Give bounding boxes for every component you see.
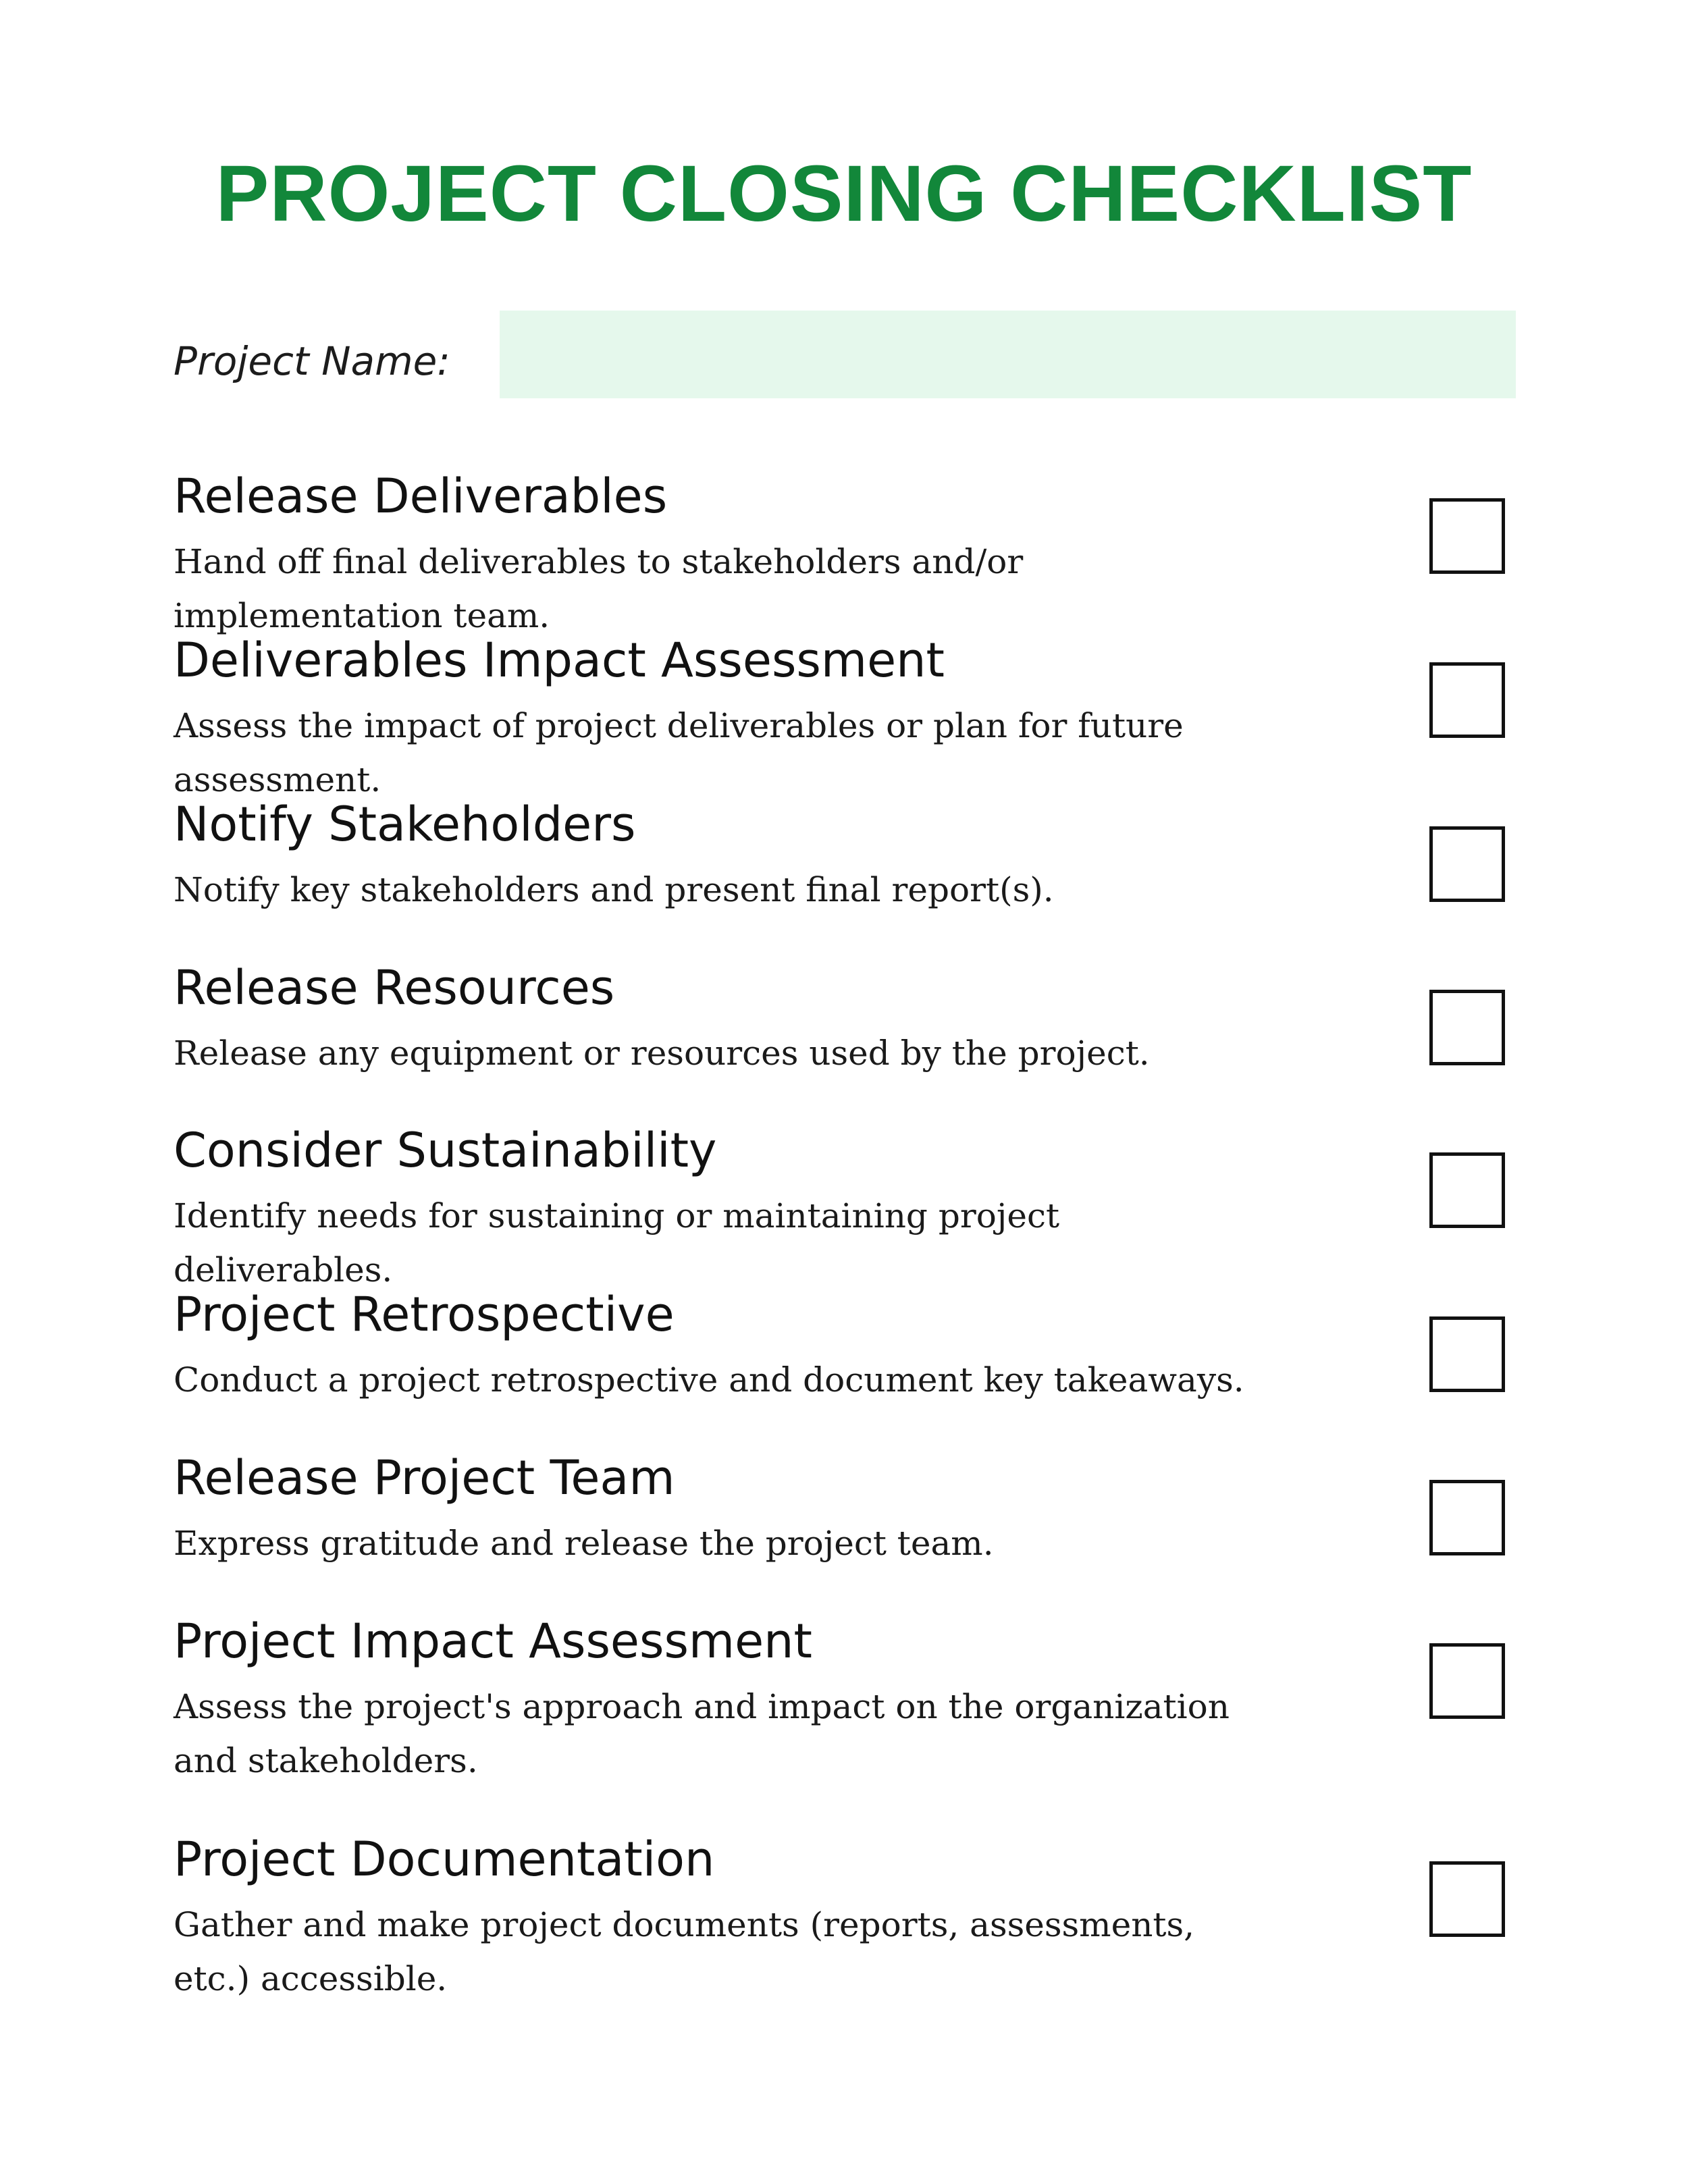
project-name-label: Project Name:	[174, 338, 450, 384]
item-checkbox[interactable]	[1429, 662, 1505, 738]
item-title: Project Retrospective	[174, 1287, 675, 1342]
item-title: Project Documentation	[174, 1832, 715, 1887]
item-title: Release Resources	[174, 960, 615, 1015]
item-description: Release any equipment or resources used by the project.	[174, 1034, 1150, 1073]
page-title: PROJECT CLOSING CHECKLIST	[215, 149, 1473, 238]
item-title: Consider Sustainability	[174, 1123, 717, 1178]
project-name-input[interactable]	[500, 311, 1516, 398]
item-checkbox[interactable]	[1429, 990, 1505, 1065]
item-checkbox[interactable]	[1429, 1861, 1505, 1937]
item-description: Hand off final deliverables to stakeholders and/or implementation team.	[174, 542, 1024, 635]
item-checkbox[interactable]	[1429, 1480, 1505, 1555]
item-checkbox[interactable]	[1429, 498, 1505, 574]
item-description: Assess the impact of project deliverables or plan for future assessment.	[174, 706, 1184, 799]
item-title: Notify Stakeholders	[174, 797, 636, 852]
item-checkbox[interactable]	[1429, 1643, 1505, 1719]
item-title: Deliverables Impact Assessment	[174, 633, 945, 688]
item-title: Project Impact Assessment	[174, 1614, 812, 1669]
item-title: Release Deliverables	[174, 469, 668, 524]
item-title: Release Project Team	[174, 1450, 675, 1506]
item-description: Notify key stakeholders and present final report(s).	[174, 870, 1054, 909]
item-description: Gather and make project documents (reports, assessments, etc.) accessible.	[174, 1905, 1195, 1998]
item-checkbox[interactable]	[1429, 1152, 1505, 1228]
item-description: Express gratitude and release the project team.	[174, 1524, 994, 1563]
item-description: Assess the project's approach and impact on the organization and stakeholders.	[174, 1687, 1230, 1780]
item-checkbox[interactable]	[1429, 1316, 1505, 1392]
item-checkbox[interactable]	[1429, 826, 1505, 902]
item-description: Identify needs for sustaining or maintaining project deliverables.	[174, 1196, 1060, 1289]
item-description: Conduct a project retrospective and document key takeaways.	[174, 1360, 1244, 1400]
